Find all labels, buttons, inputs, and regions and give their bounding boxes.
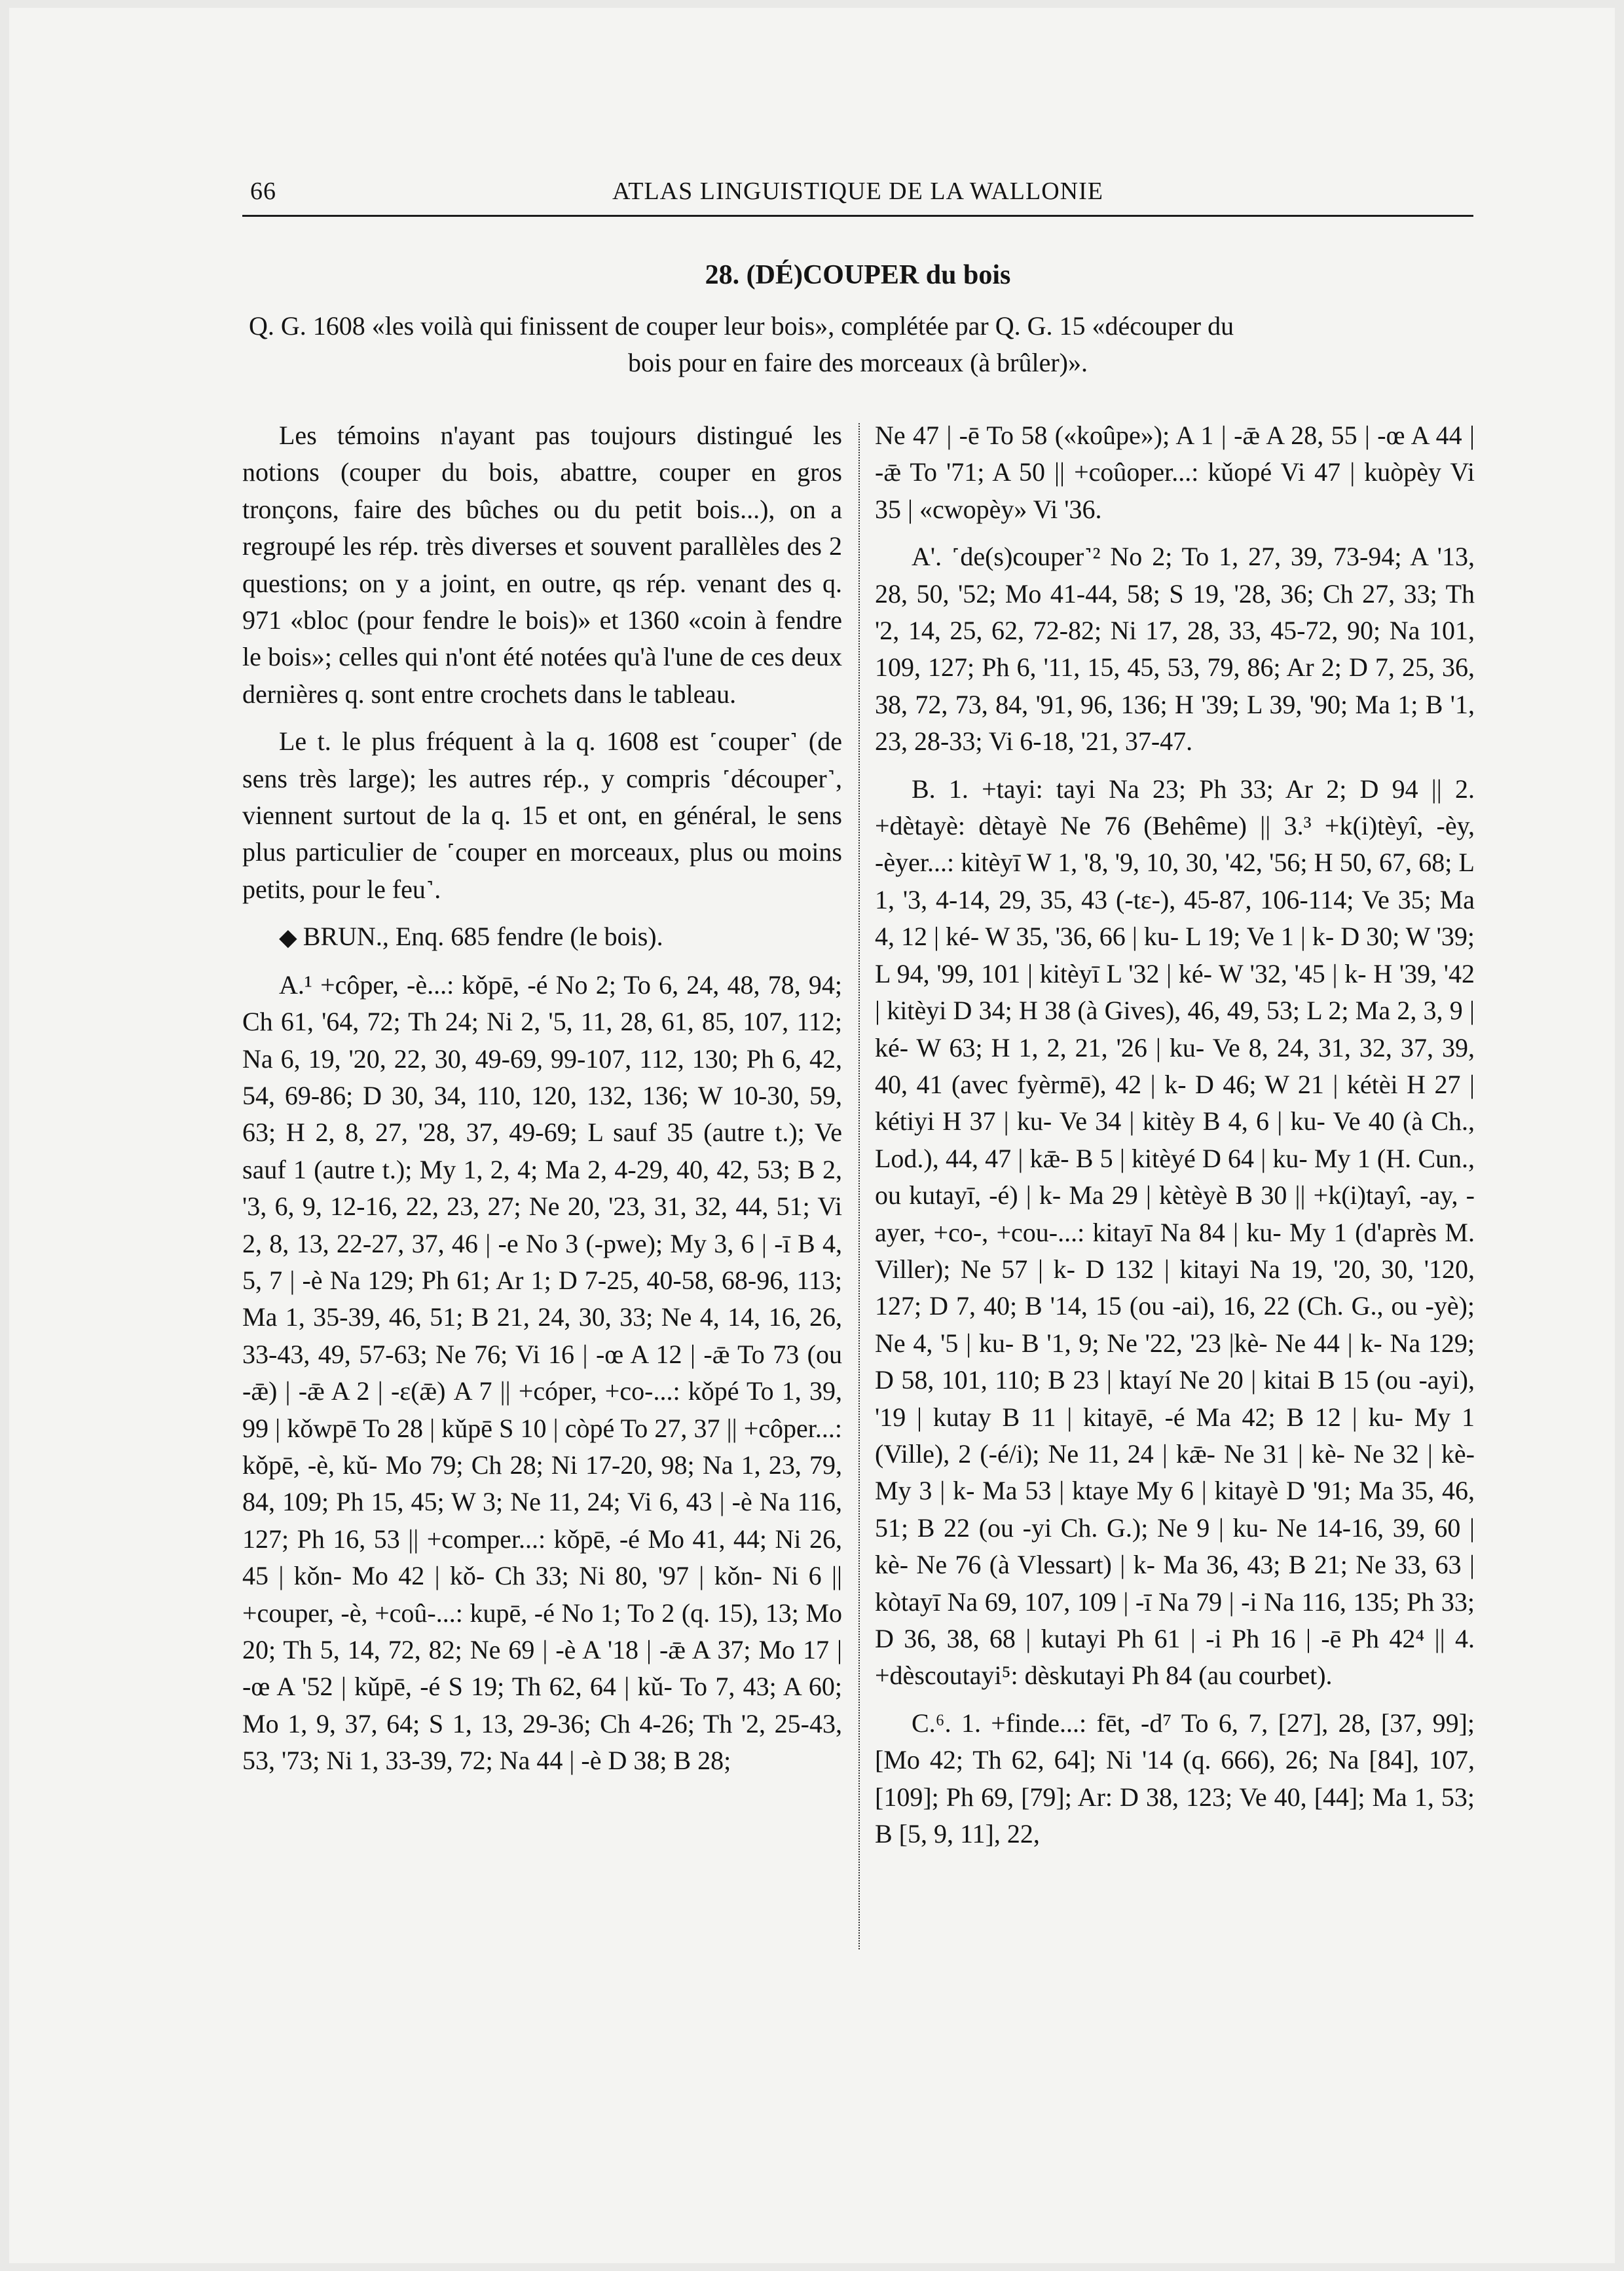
- section-b-paragraph: B. 1. +tayi: tayi Na 23; Ph 33; Ar 2; D 94 || 2. +dètayè: dètayè Ne 76 (Behême) || 3.³ +k(i)tèyî, -èy, -èyer...: kitèyī W 1, '8, '9, 10, 30, '42, '56; H 50, 67, 68; L 1, '3, 4-14, 29, 35, 43 (-tε-), 45-87, 106-114; Ve 35; Ma 4, 12 | ké- W 35, '36, 66 | ku- L 19; Ve 1 | k- D 30; W '39; L 94, '99, 101 | kitèyī L '32 | ké- W '32, '45 | k- H '39, '42 | kitèyi D 34; H 38 (à Gives), 46, 49, 53; L 2; Ma 2, 3, 9 | ké- W 63; H 1, 2, 21, '26 | ku- Ve 8, 24, 31, 32, 37, 39, 40, 41 (avec fyèrmē), 42 | k- D 46; W 21 | kétèi H 27 | kétiyi H 37 | ku- Ve 34 | kitèy B 4, 6 | ku- Ve 40 (à Ch., Lod.), 44, 47 | kǣ- B 5 | kitèyé D 64 | ku- My 1 (H. Cun., ou kutayī, -é) | k- Ma 29 | kètèyè B 30 || +k(i)tayî, -ay, -ayer, +co-, +cou-...: kitayī Na 84 | ku- My 1 (d'après M. Viller); Ne 57 | k- D 132 | kitayi Na 19, '20, 30, '120, 127; D 7, 40; B '14, 15 (ou -ai), 16, 22 (Ch. G., ou -yè); Ne 4, '5 | ku- B '1, 9; Ne '22, '23 |kè- Ne 44 | k- Na 129; D 58, 101, 110; B 23 | ktayí Ne 20 | kitai B 15 (ou -ayi), '19 | kutay B 11 | kitayē, -é Ma 42; B 12 | ku- My 1 (Ville), 2 (-é/i); Ne 11, 24 | kǣ- Ne 31 | kè- Ne 32 | kè- My 3 | k- Ma 53 | ktaye My 6 | kitayè D '91; Ma 35, 46, 51; B 22 (ou -yi Ch. G.); Ne 9 | ku- Ne 14-16, 39, 60 | kè- Ne 76 (à Vlessart) | k- Ma 36, 43; B 21; Ne 33, 63 | kòtayī Na 69, 107, 109 | -ī Na 79 | -i Na 116, 135; Ph 33; D 36, 38, 68 | kutayi Ph 61 | -i Ph 16 | -ē Ph 42⁴ || 4. +dèscoutayi⁵: dèskutayi Ph 84 (au courbet).: [875, 774, 1475, 1691]
- reference-paragraph: [242, 918, 842, 956]
- section-c-paragraph: C.⁶. 1. +finde...: fēt, -d⁷ To 6, 7, [27], 28, [37, 99]; [Mo 42; Th 62, 64]; Ni '14 (q. 666), 26; Na [84], 107, [109]; Ph 69, [79]; Ar: D 38, 123; Ve 40, [44]; Ma 1, 53; B [5, 9, 11], 22,: [875, 1708, 1475, 1849]
- running-title: ATLAS LINGUISTIQUE DE LA WALLONIE: [612, 178, 1103, 205]
- right-column: [875, 417, 1475, 1863]
- column-divider: [858, 423, 860, 1949]
- article-title: 28. (DÉ)COUPER du bois: [705, 260, 1011, 290]
- running-header: [242, 173, 1473, 217]
- intro-paragraph: Les témoins n'ayant pas toujours distingué les notions (couper du bois, abattre, couper en gros tronçons, faire des bûches ou du petit bois...), on a regroupé les rép. très diverses et souvent parallèles des 2 questions; on y a joint, en outre, qs rép. venant des q. 971 «bloc (pour fendre le bois)» et 1360 «coin à fendre le bois»; celles qui n'ont été notées qu'à l'une de ces deux dernières q. sont entre crochets dans le tableau.: [242, 421, 842, 709]
- frequency-paragraph: Le t. le plus fréquent à la q. 1608 est ˹couper˺ (de sens très large); les autres rép., y compris ˹découper˺, viennent surtout de la q. 15 et ont, en général, le sens plus particulier de ˹couper en morceaux, plus ou moins petits, pour le feu˺.: [242, 726, 842, 904]
- subtitle-line-1: Q. G. 1608 «les voilà qui finissent de couper leur bois», complétée par Q. G. 15 «découper du: [249, 311, 1234, 341]
- subtitle-line-2: bois pour en faire des morceaux (à brûler)».: [628, 348, 1088, 377]
- section-a-paragraph: A.¹ +côper, -è...: kǒpē, -é No 2; To 6, 24, 48, 78, 94; Ch 61, '64, 72; Th 24; Ni 2, '5, 11, 28, 61, 85, 107, 112; Na 6, 19, '20, 22, 30, 49-69, 99-107, 112, 130; Ph 6, 42, 54, 69-86; D 30, 34, 110, 120, 132, 136; W 10-30, 59, 63; H 2, 8, 27, '28, 37, 49-69; L sauf 35 (autre t.); Ve sauf 1 (autre t.); My 1, 2, 4; Ma 2, 4-29, 40, 42, 53; B 2, '3, 6, 9, 12-16, 22, 23, 27; Ne 20, '23, 31, 32, 44, 51; Vi 2, 8, 13, 22-27, 37, 46 | -e No 3 (-pwe); My 3, 6 | -ī B 4, 5, 7 | -è Na 129; Ph 61; Ar 1; D 7-25, 40-58, 68-96, 113; Ma 1, 35-39, 46, 51; B 21, 24, 30, 33; Ne 4, 14, 16, 26, 33-43, 49, 57-63; Ne 76; Vi 16 | -œ A 12 | -ǣ To 73 (ou -ǣ) | -ǣ A 2 | -ε(ǣ) A 7 || +cóper, +co-...: kǒpé To 1, 39, 99 | kǒwpē To 28 | kǔpē S 10 | còpé To 27, 37 || +côper...: kǒpē, -è, kǔ- Mo 79; Ch 28; Ni 17-20, 98; Na 1, 23, 79, 84, 109; Ph 15, 45; W 3; Ne 11, 24; Vi 6, 43 | -è Na 116, 127; Ph 16, 53 || +comper...: kǒpē, -é Mo 41, 44; Ni 26, 45 | kǒn- Mo 42 | kǒ- Ch 33; Ni 80, '97 | kǒn- Ni 6 || +couper, -è, +coû-...: kupē, -é No 1; To 2 (q. 15), 13; Mo 20; Th 5, 14, 72, 82; Ne 69 | -è A '18 | -ǣ A 37; Mo 17 | -œ A '52 | kǔpē, -é S 19; Th 62, 64 | kǔ- To 7, 43; A 60; Mo 1, 9, 37, 64; S 1, 13, 29-36; Ch 4-26; Th '2, 25-43, 53, '73; Ni 1, 33-39, 72; Na 44 | -è D 38; B 28;: [242, 969, 842, 1776]
- diamond-icon: ◆: [279, 924, 303, 951]
- section-a-prime-paragraph: A'. ˹de(s)couper˺² No 2; To 1, 27, 39, 73-94; A '13, 28, 50, '52; Mo 41-44, 58; S 19, '28, 36; Ch 27, 33; Th '2, 14, 25, 62, 72-82; Ni 17, 28, 33, 45-72, 90; Na 101, 109, 127; Ph 6, '11, 15, 45, 53, 79, 86; Ar 2; D 7, 25, 36, 38, 72, 73, 84, '91, 96, 136; H '39; L 39, '90; Ma 1; B '1, 23, 28-33; Vi 6-18, '21, 37-47.: [875, 542, 1475, 757]
- page-number: 66: [250, 178, 276, 205]
- page: [9, 8, 1615, 2263]
- continuation-paragraph: Ne 47 | -ē To 58 («koûpe»); A 1 | -ǣ A 28, 55 | -œ A 44 | -ǣ To '71; A 50 || +coûoper...: kǔopé Vi 47 | kuòpèy Vi 35 | «cwopèy» Vi '36.: [875, 421, 1475, 524]
- article-subtitle: [242, 308, 1473, 381]
- left-column: [242, 417, 842, 1790]
- reference-text: BRUN., Enq. 685 fendre (le bois).: [303, 922, 663, 952]
